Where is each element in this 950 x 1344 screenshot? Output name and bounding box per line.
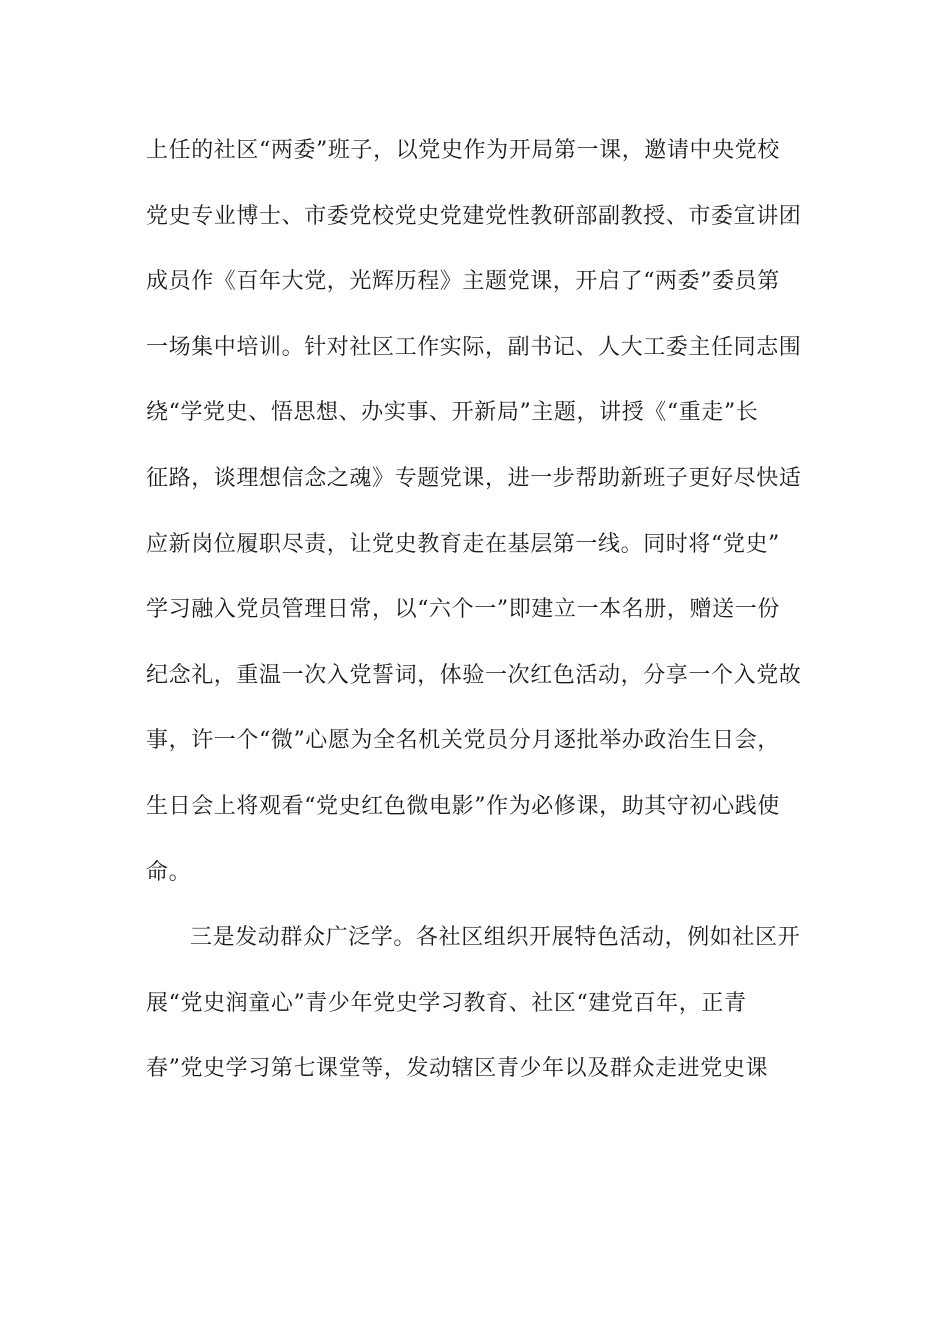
body-text (146, 123, 802, 1107)
text-line: 事，许一个“微”心愿为全名机关党员分月逐批举办政治生日会， (146, 728, 780, 754)
text-line: 党史专业博士、市委党校党史党建党性教研部副教授、市委宣讲团 (146, 203, 802, 229)
text-line: 春”党史学习第七课堂等，发动辖区青少年以及群众走进党史课 (146, 1056, 769, 1082)
text-line: 应新岗位履职尽责，让党史教育走在基层第一线。同时将“党史” (146, 531, 780, 557)
text-line: 展“党史润童心”青少年党史学习教育、社区“建党百年，正青 (146, 990, 747, 1016)
text-line: 绕“学党史、悟思想、办实事、开新局”主题，讲授《“重走”长 (146, 400, 759, 426)
text-line: 纪念礼，重温一次入党誓词，体验一次红色活动，分享一个入党故 (146, 662, 802, 688)
text-line: 学习融入党员管理日常，以“六个一”即建立一本名册，赠送一份 (146, 597, 780, 623)
text-line: 命。 (146, 859, 192, 885)
text-line: 上任的社区“两委”班子，以党史作为开局第一课，邀请中央党校 (146, 138, 780, 163)
text-line: 成员作《百年大党，光辉历程》主题党课，开启了“两委”委员第 (146, 269, 780, 295)
text-line: 一场集中培训。针对社区工作实际，副书记、人大工委主任同志围 (146, 334, 802, 360)
text-line: 生日会上将观看“党史红色微电影”作为必修课，助其守初心践使 (146, 793, 780, 819)
paragraph-start-line: 三是发动群众广泛学。各社区组织开展特色活动，例如社区开 (190, 925, 801, 951)
text-line: 征路，谈理想信念之魂》专题党课，进一步帮助新班子更好尽快适 (146, 465, 802, 491)
